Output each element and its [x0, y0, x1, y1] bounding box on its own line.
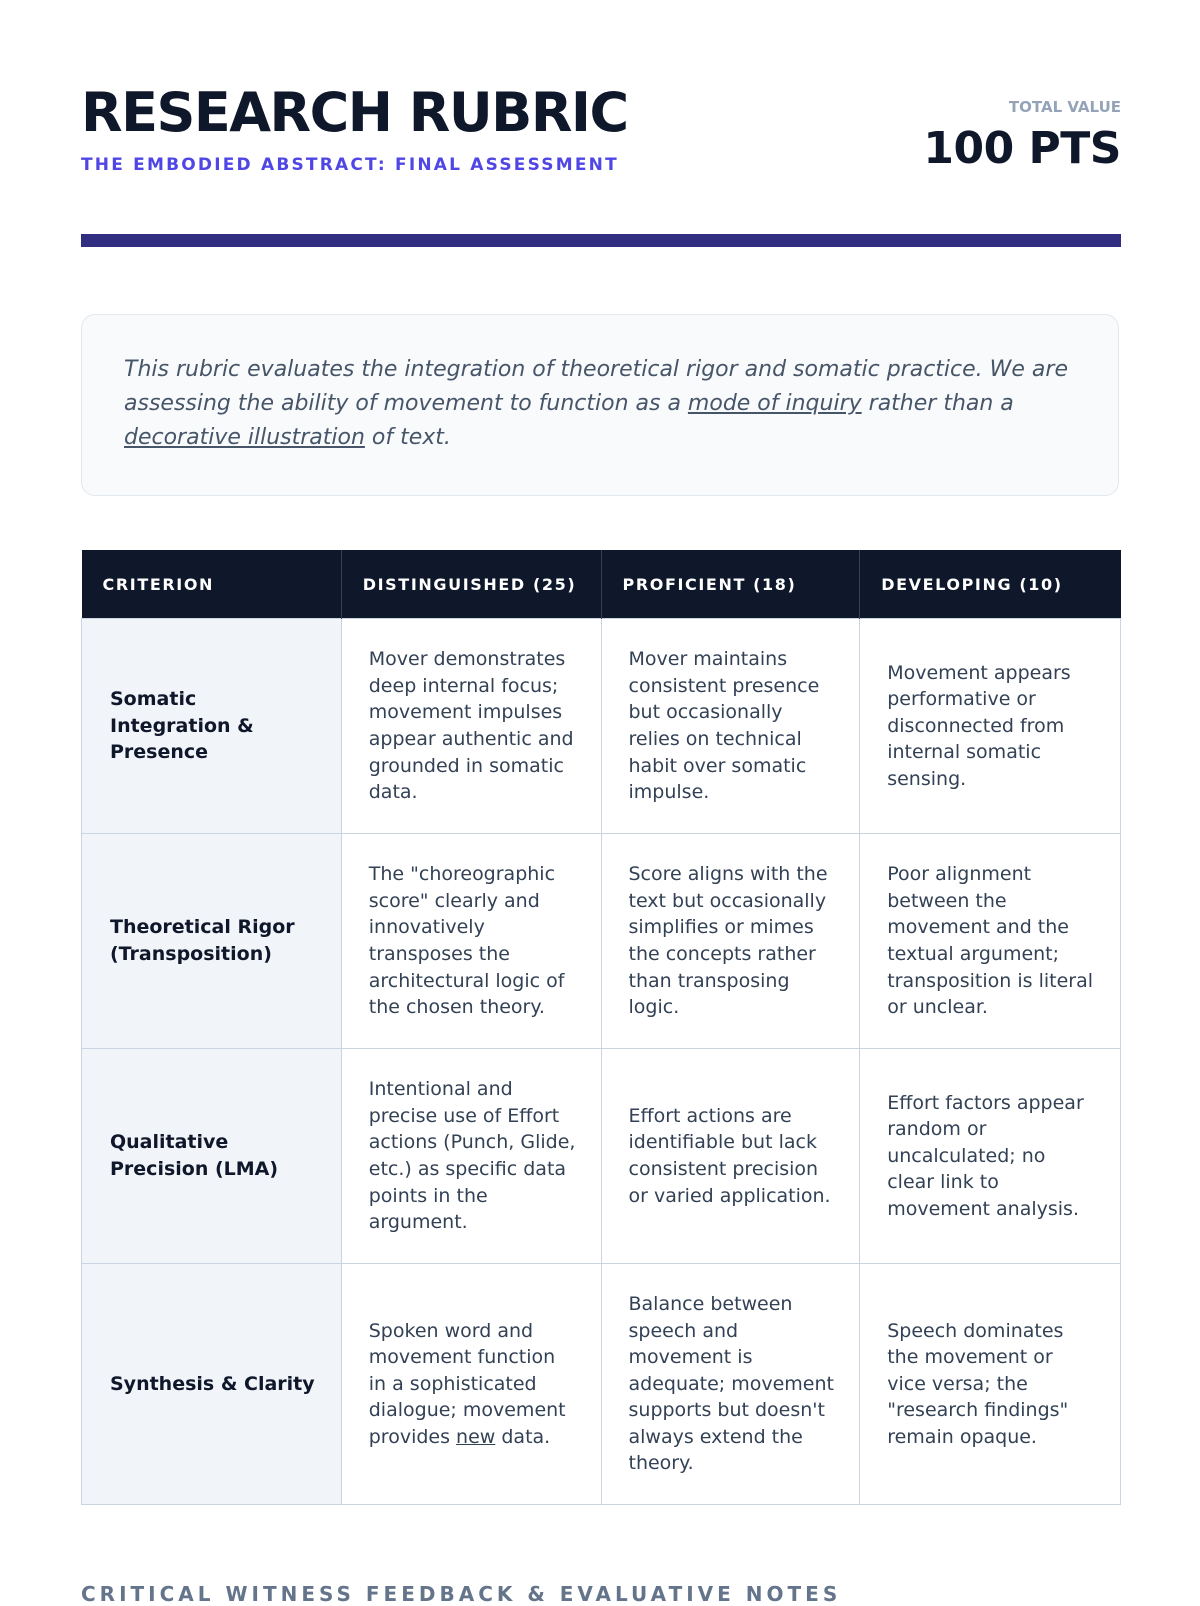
- distinguished-cell: Intentional and precise use of Effort actions (Punch, Glide, etc.) as specific data points in the argument.: [341, 1049, 601, 1264]
- rubric-table: [81, 550, 1121, 1505]
- table-row: [82, 1049, 1121, 1264]
- column-header-developing: DEVELOPING (10): [860, 550, 1121, 619]
- distinguished-text-2: data.: [495, 1425, 551, 1448]
- developing-cell: Speech dominates the movement or vice versa; the "research findings" remain opaque.: [860, 1264, 1121, 1505]
- column-header-criterion: CRITERION: [82, 550, 342, 619]
- intro-emphasis-mode-of-inquiry: mode of inquiry: [687, 391, 862, 416]
- page-title: RESEARCH RUBRIC: [81, 81, 628, 144]
- proficient-cell: Effort actions are identifiable but lack consistent precision or varied application.: [601, 1049, 860, 1264]
- distinguished-cell: The "choreographic score" clearly and innovatively transposes the architectural logic of the chosen theory.: [341, 834, 601, 1049]
- intro-callout: [81, 314, 1119, 496]
- rubric-page: [81, 0, 1121, 1606]
- intro-emphasis-decorative-illustration: decorative illustration: [124, 425, 365, 450]
- table-header-row: [82, 550, 1121, 619]
- feedback-section-heading: CRITICAL WITNESS FEEDBACK & EVALUATIVE NOTES: [81, 1582, 842, 1606]
- table-row: [82, 1264, 1121, 1505]
- criterion-cell: Somatic Integration & Presence: [82, 619, 342, 834]
- header-divider: [81, 234, 1121, 247]
- page-header: [81, 0, 1121, 180]
- distinguished-emphasis-new: new: [456, 1425, 496, 1448]
- criterion-cell: Theoretical Rigor (Transposition): [82, 834, 342, 1049]
- developing-cell: Movement appears performative or disconnected from internal somatic sensing.: [860, 619, 1121, 834]
- intro-text-3: of text.: [364, 425, 451, 450]
- table-row: [82, 619, 1121, 834]
- column-header-proficient: PROFICIENT (18): [601, 550, 860, 619]
- total-value-label: TOTAL VALUE: [1008, 98, 1121, 116]
- developing-cell: Effort factors appear random or uncalculated; no clear link to movement analysis.: [860, 1049, 1121, 1264]
- criterion-cell: Synthesis & Clarity: [82, 1264, 342, 1505]
- distinguished-text-1: Spoken word and movement function in a sophisticated dialogue; movement provides: [368, 1319, 566, 1448]
- intro-text-1: This rubric evaluates the integration of theoretical rigor and somatic practice. We are assessing the ability of movement to function as a: [124, 357, 1068, 416]
- distinguished-cell: [341, 1264, 601, 1505]
- distinguished-cell: Mover demonstrates deep internal focus; movement impulses appear authentic and grounded in somatic data.: [341, 619, 601, 834]
- page-subtitle: THE EMBODIED ABSTRACT: FINAL ASSESSMENT: [81, 155, 619, 175]
- proficient-cell: Mover maintains consistent presence but occasionally relies on technical habit over somatic impulse.: [601, 619, 860, 834]
- developing-cell: Poor alignment between the movement and the textual argument; transposition is literal or unclear.: [860, 834, 1121, 1049]
- proficient-cell: Balance between speech and movement is adequate; movement supports but doesn't always extend the theory.: [601, 1264, 860, 1505]
- column-header-distinguished: DISTINGUISHED (25): [341, 550, 601, 619]
- criterion-cell: Qualitative Precision (LMA): [82, 1049, 342, 1264]
- intro-text-2: rather than a: [861, 391, 1014, 416]
- total-value: 100 PTS: [923, 123, 1121, 174]
- proficient-cell: Score aligns with the text but occasionally simplifies or mimes the concepts rather than transposing logic.: [601, 834, 860, 1049]
- table-row: [82, 834, 1121, 1049]
